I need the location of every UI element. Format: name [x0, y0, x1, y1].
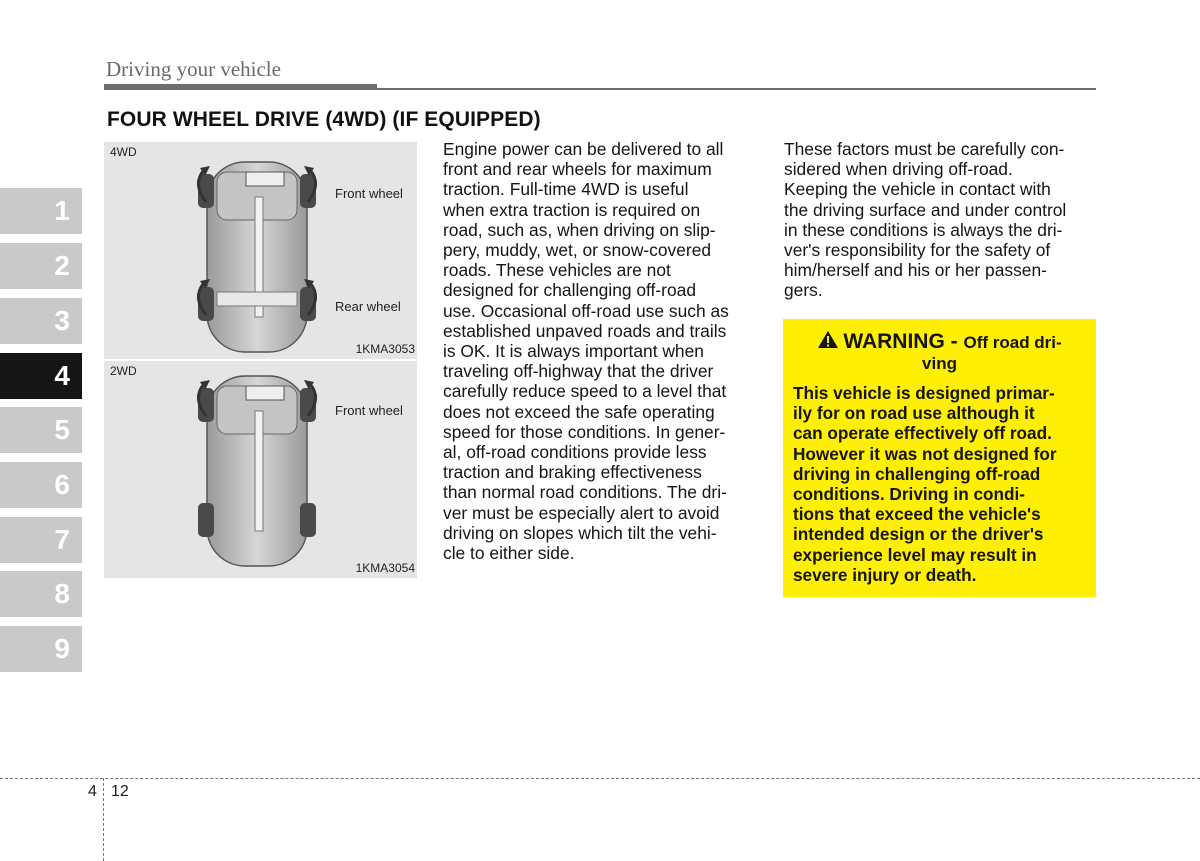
footer-rule — [0, 778, 1200, 779]
body-text-column-1: Engine power can be delivered to all front and rear wheels for maximum traction. Full-time 4WD is useful when extra traction is required on road, such as, when driving on slip- pery, muddy, wet, or snow-covered roads. These vehicles are not designed for challenging off-road use. Occasional off-road use such as established unpaved roads and trails is OK. It is always important when traveling off-highway that the driver carefully reduce speed to a level that does not exceed the safe operating speed for those conditions. In gener- al, off-road conditions provide less traction and braking effectiveness than normal road conditions. The dri- ver must be especially alert to avoid driving on slopes which tilt the vehi- cle to either side. — [443, 139, 729, 564]
body-text-column-2: These factors must be carefully con- sidered when driving off-road. Keeping the vehicle in contact with the driving surface and under control in these conditions is always the dri- ver's responsibility for the safety of him/herself and his or her passen- gers. — [784, 139, 1067, 301]
figure-code: 1KMA3054 — [355, 561, 415, 575]
chapter-tab-8[interactable]: 8 — [0, 571, 82, 617]
warning-title — [793, 330, 1086, 375]
figure-4wd — [104, 142, 417, 359]
warning-body: This vehicle is designed primar- ily for on road use although it can operate effectively off road. However it was not designed for driving in challenging off-road conditions. Driving in condi- tions that exceed the vehicle's intended design or the driver's experience level may result in severe injury or death. — [793, 383, 1057, 585]
chapter-tab-5[interactable]: 5 — [0, 407, 82, 453]
chapter-tab-9[interactable]: 9 — [0, 626, 82, 672]
header-rule — [377, 88, 1096, 90]
chapter-tab-2[interactable]: 2 — [0, 243, 82, 289]
warning-subtitle: Off road dri- ving — [922, 333, 1062, 373]
chapter-tab-7[interactable]: 7 — [0, 517, 82, 563]
footer-page-number: 12 — [111, 783, 129, 800]
car-2wd-illustration — [104, 361, 417, 578]
chapter-tab-4[interactable]: 4 — [0, 353, 82, 399]
figure-code: 1KMA3053 — [355, 342, 415, 356]
car-4wd-illustration — [104, 142, 417, 359]
figure-2wd — [104, 361, 417, 578]
section-heading: FOUR WHEEL DRIVE (4WD) (IF EQUIPPED) — [107, 108, 541, 131]
chapter-tab-1[interactable]: 1 — [0, 188, 82, 234]
chapter-tab-6[interactable]: 6 — [0, 462, 82, 508]
figure-label: 2WD — [110, 364, 137, 378]
footer-chapter-number: 4 — [88, 783, 97, 800]
running-header: Driving your vehicle — [106, 57, 281, 81]
warning-triangle-icon — [817, 330, 839, 349]
header-rule-thick — [104, 84, 377, 90]
warning-label: WARNING - — [843, 330, 964, 353]
chapter-tab-3[interactable]: 3 — [0, 298, 82, 344]
rear-wheel-label: Rear wheel — [335, 299, 401, 314]
figure-label: 4WD — [110, 145, 137, 159]
footer-divider — [103, 778, 104, 861]
front-wheel-label: Front wheel — [335, 186, 403, 201]
warning-box — [783, 319, 1096, 597]
front-wheel-label: Front wheel — [335, 403, 403, 418]
